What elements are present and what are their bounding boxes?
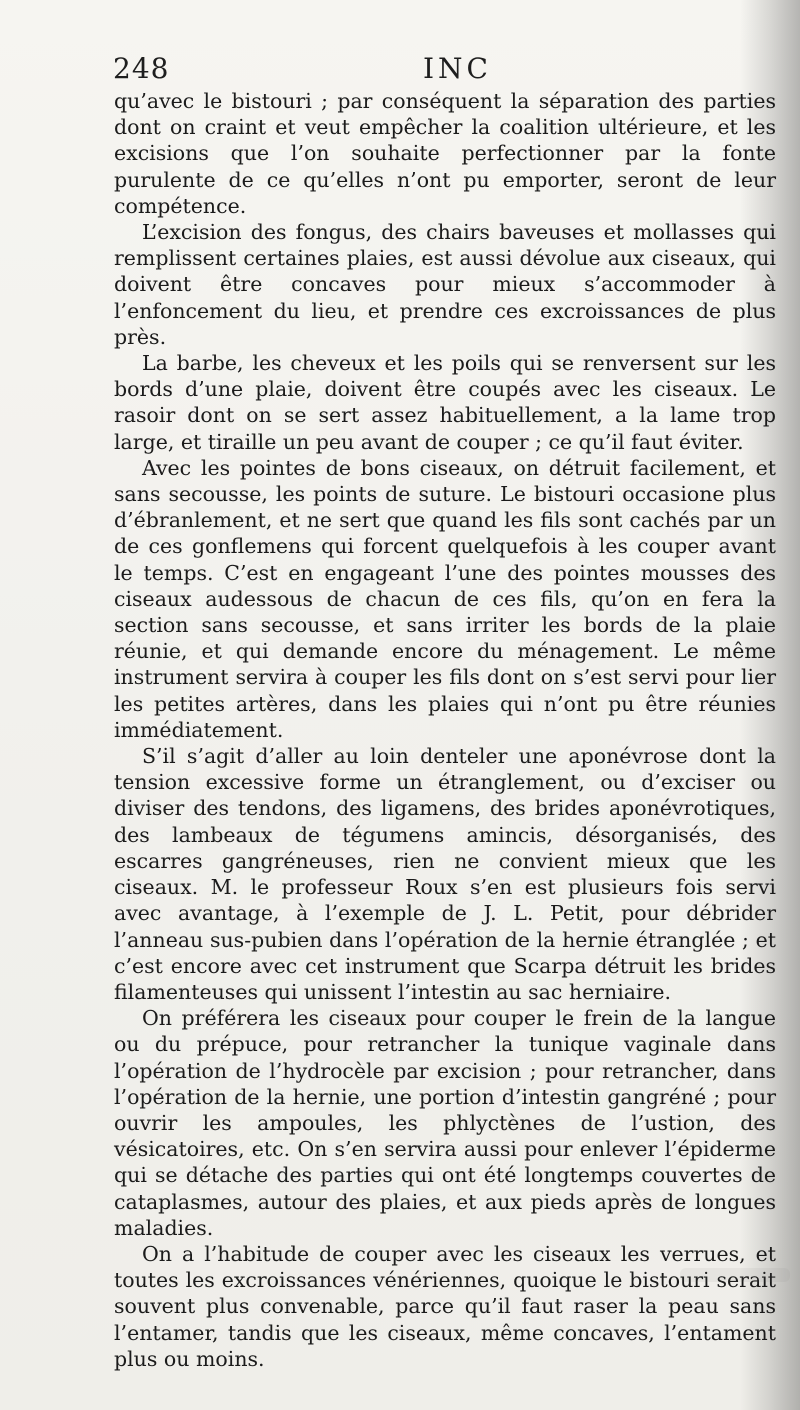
paragraph: On préférera les ciseaux pour couper le frein de la langue ou du prépuce, pour retrancher la tunique vaginale dans l’opération de l’hydrocèle par excision ; pour retrancher, dans l’opération de la hernie, une portion d’intestin gangréné ; pour ouvrir les ampoules, les phlyctènes de l’ustion, des vésicatoires, etc. On s’en servira aussi pour enlever l’épiderme qui se détache des parties qui ont été longtemps couvertes de cataplasmes, autour des plaies, et aux pieds après de longues maladies.	[114, 1006, 776, 1240]
paragraph: L’excision des fongus, des chairs baveuses et mollasses qui remplissent certaines plaies, est aussi dévolue aux ciseaux, qui doivent être concaves pour mieux s’accommoder à l’enfoncement du lieu, et prendre ces excroissances de plus près.	[114, 220, 776, 349]
paragraph: Avec les pointes de bons ciseaux, on détruit facilement, et sans secousse, les points de suture. Le bistouri occasione plus d’ébranlement, et ne sert que quand les fils sont cachés par un de ces gonflemens qui forcent quelquefois à les couper avant le temps. C’est en engageant l’une des pointes mousses des ciseaux audessous de chacun de ces fils, qu’on en fera la section sans secousse, et sans irriter les bords de la plaie réunie, et qui demande encore du ménagement. Le même instrument servira à couper les fils dont on s’est servi pour lier les petites artères, dans les plaies qui n’ont pu être réunies immédiatement.	[114, 455, 776, 742]
body-text	[114, 88, 776, 1372]
paragraph: La barbe, les cheveux et les poils qui se renversent sur les bords d’une plaie, doivent être coupés avec les ciseaux. Le rasoir dont on se sert assez habituellement, a la lame trop large, et tiraille un peu avant de couper ; ce qu’il faut éviter.	[114, 351, 776, 454]
page-number: 248	[113, 52, 170, 85]
bleed-through-smudge	[680, 1268, 790, 1282]
paragraph: S’il s’agit d’aller au loin denteler une aponévrose dont la tension excessive forme un étranglement, ou d’exciser ou diviser des tendons, des ligamens, des brides aponévrotiques, des lambeaux de tégumens amincis, désorganisés, des escarres gangréneuses, rien ne convient mieux que les ciseaux. M. le professeur Roux s’en est plusieurs fois servi avec avantage, à l’exemple de J. L. Petit, pour débrider l’anneau sus-pubien dans l’opération de la hernie étranglée ; et c’est encore avec cet instrument que Scarpa détruit les brides filamenteuses qui unissent l’intestin au sac herniaire.	[114, 744, 776, 1004]
page-header	[113, 52, 775, 88]
paragraph: On a l’habitude de couper avec les ciseaux les verrues, et toutes les excroissances vénériennes, quoique le bistouri serait souvent plus convenable, parce qu’il faut raser la peau sans l’entamer, tandis que les ciseaux, même concaves, l’entament plus ou moins.	[114, 1241, 776, 1371]
running-head: INC	[423, 52, 492, 85]
paragraph-continued: qu’avec le bistouri ; par conséquent la séparation des parties dont on craint et veut empêcher la coalition ultérieure, et les excisions que l’on souhaite perfectionner par la fonte purulente de ce qu’elles n’ont pu emporter, seront de leur compétence.	[114, 89, 776, 218]
